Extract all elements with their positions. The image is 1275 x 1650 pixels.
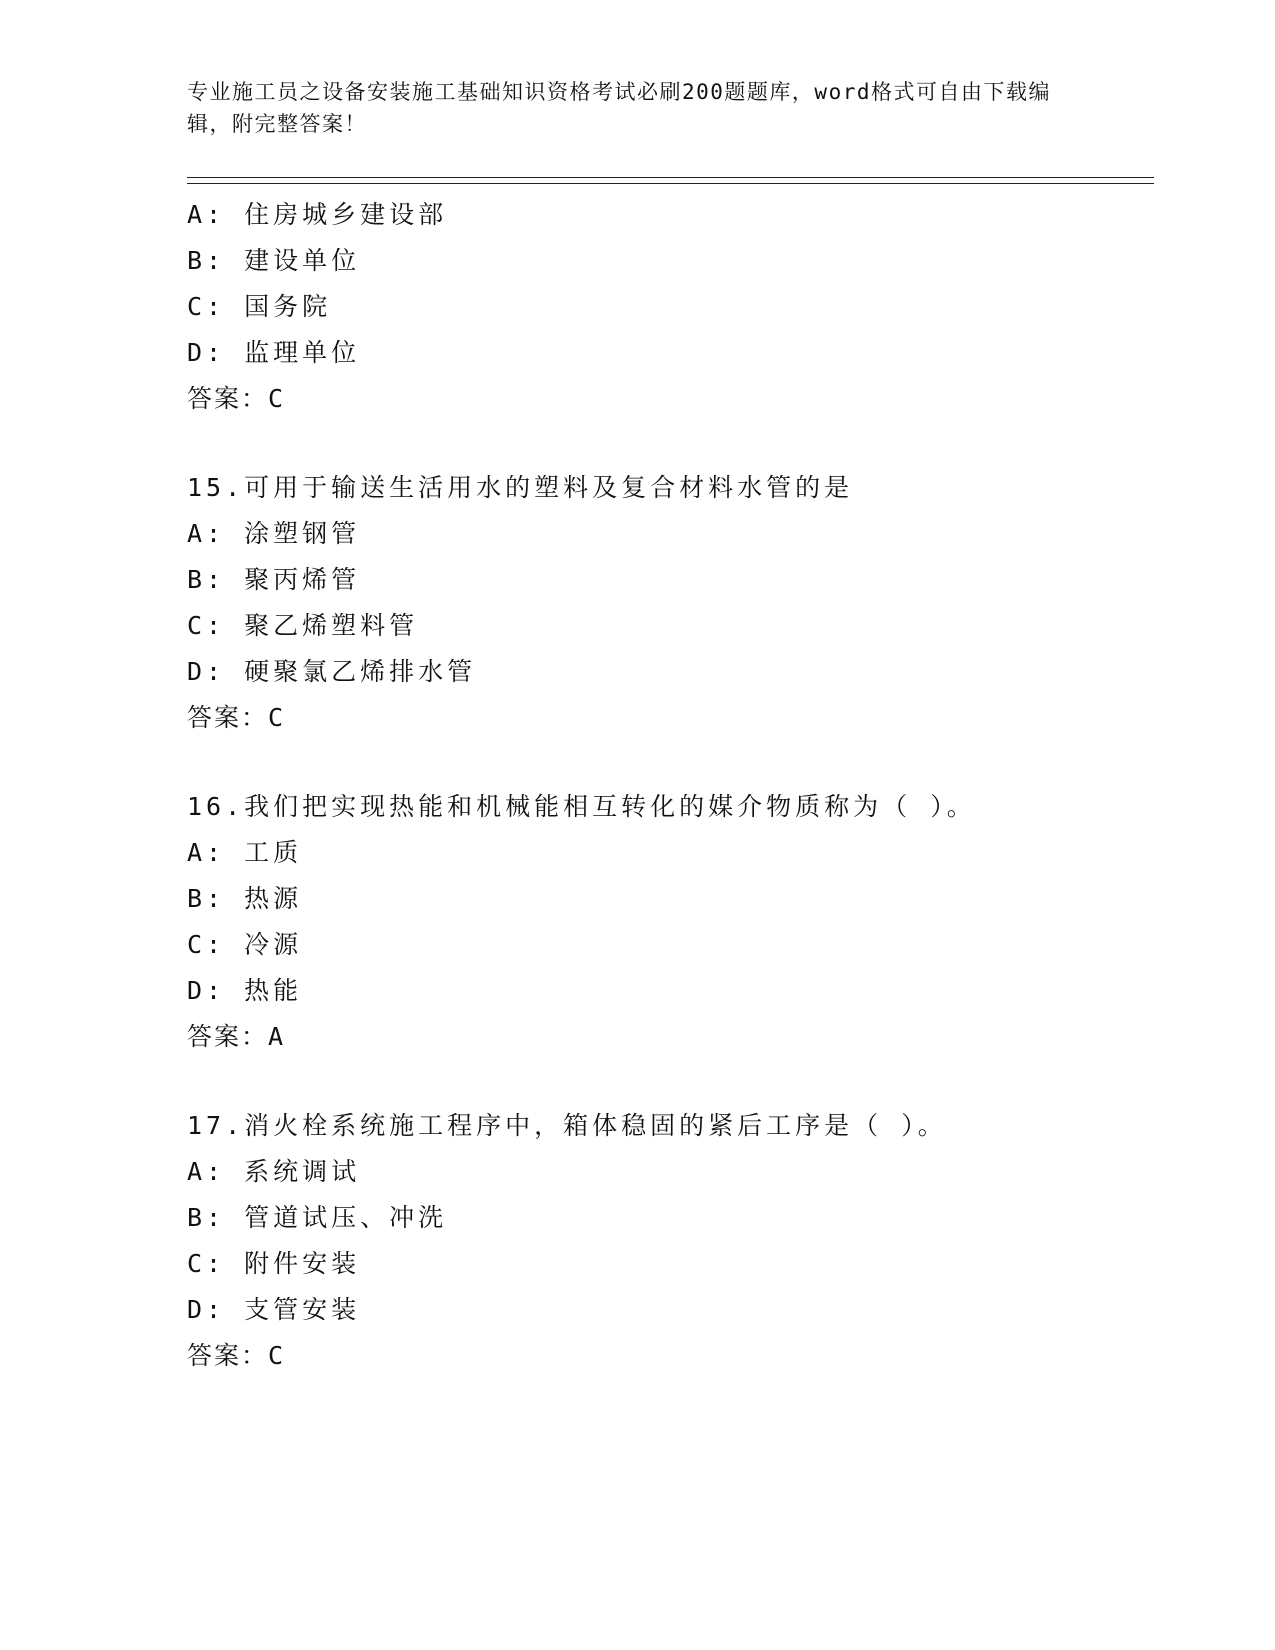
option-b: B: 管道试压、冲洗 [187,1203,448,1232]
option-a: A: 住房城乡建设部 [187,200,448,229]
option-d: D: 监理单位 [187,338,361,367]
answer: 答案：C [187,1341,286,1370]
question-block [187,192,1147,422]
option-c: C: 冷源 [187,930,303,959]
answer: 答案：C [187,703,286,732]
spacer [187,1060,1147,1103]
spacer [187,741,1147,784]
option-a: A: 涂塑钢管 [187,519,361,548]
option-b: B: 聚丙烯管 [187,565,361,594]
question-block [187,784,1147,1060]
page-header: 专业施工员之设备安装施工基础知识资格考试必刷200题题库，word格式可自由下载编辑，附完整答案！ [187,80,1051,136]
answer: 答案：A [187,1022,286,1051]
question-list [187,192,1147,1379]
answer: 答案：C [187,384,286,413]
option-c: C: 国务院 [187,292,332,321]
question-text: 15.可用于输送生活用水的塑料及复合材料水管的是 [187,473,854,502]
option-a: A: 工质 [187,838,303,867]
spacer [187,422,1147,465]
question-block [187,465,1147,741]
option-b: B: 热源 [187,884,303,913]
question-text: 17.消火栓系统施工程序中，箱体稳固的紧后工序是（ ）。 [187,1111,947,1140]
question-text: 16.我们把实现热能和机械能相互转化的媒介物质称为（ ）。 [187,792,976,821]
option-c: C: 附件安装 [187,1249,361,1278]
option-b: B: 建设单位 [187,246,361,275]
question-block [187,1103,1147,1379]
option-a: A: 系统调试 [187,1157,361,1186]
option-d: D: 硬聚氯乙烯排水管 [187,657,477,686]
header-divider [187,177,1154,184]
option-d: D: 热能 [187,976,303,1005]
option-c: C: 聚乙烯塑料管 [187,611,419,640]
option-d: D: 支管安装 [187,1295,361,1324]
